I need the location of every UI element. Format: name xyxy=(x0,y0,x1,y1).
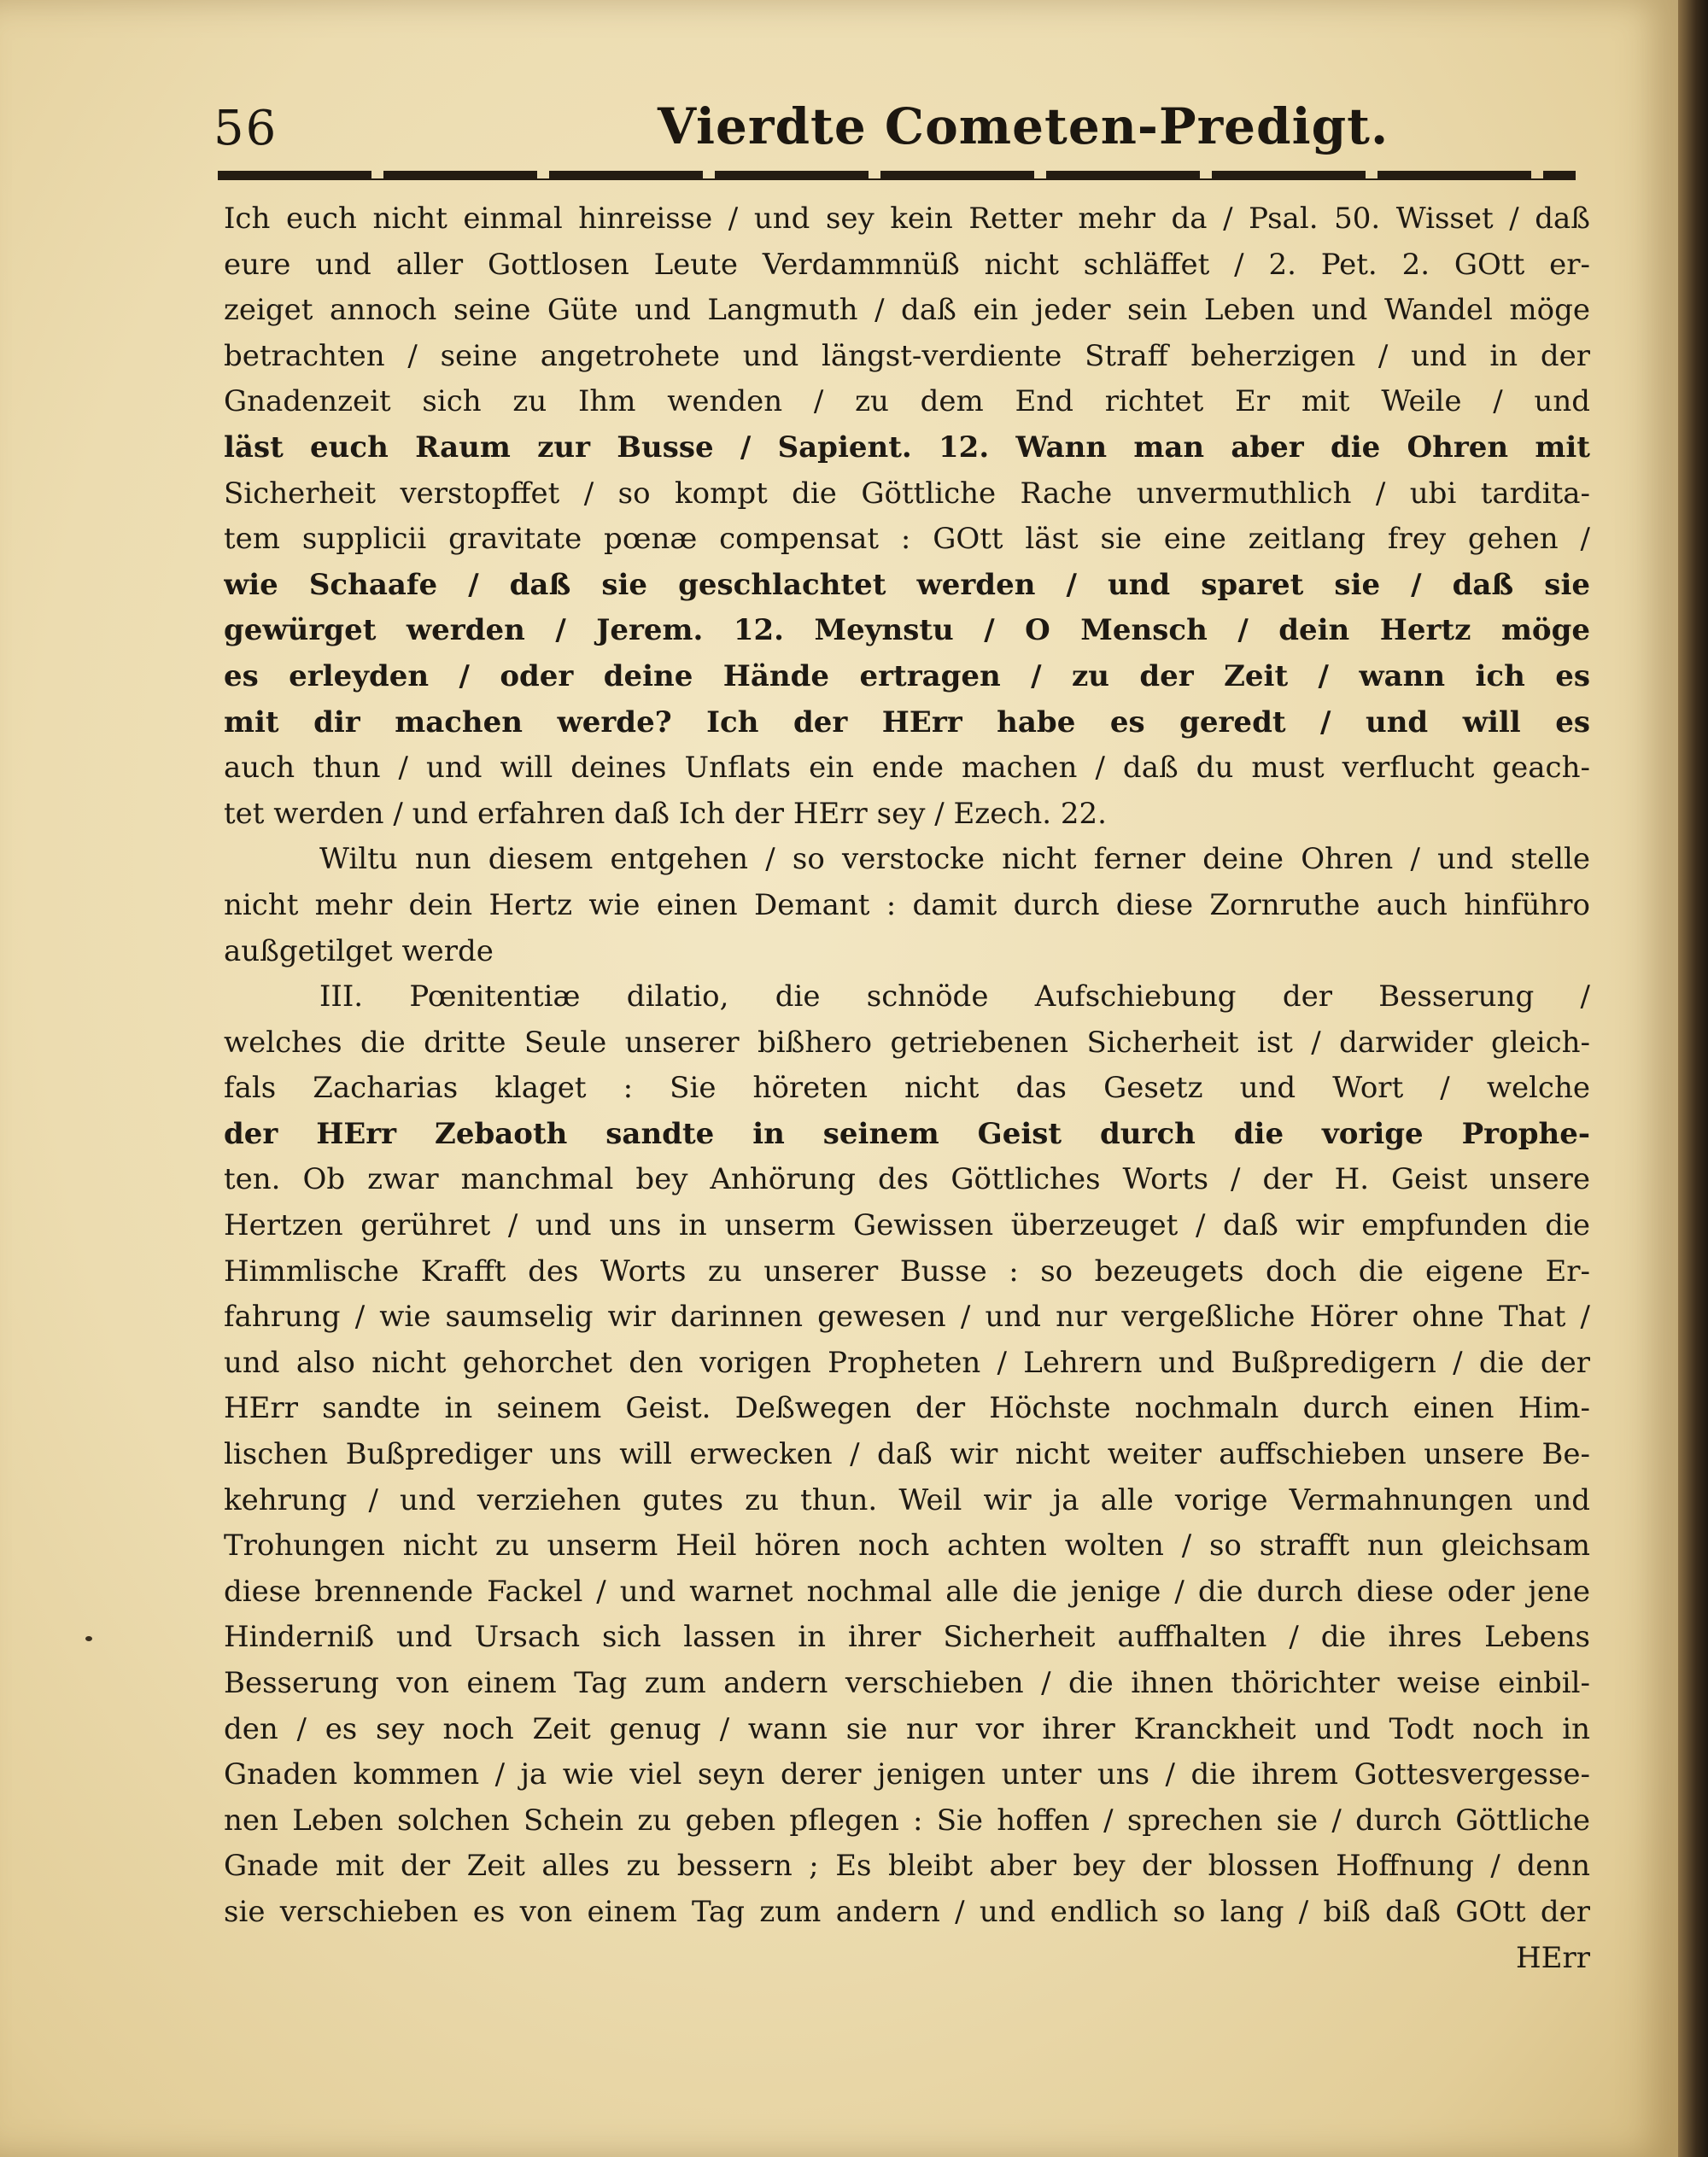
text-line: fals Zacharias klaget : Sie höreten nicht das Gesetz und Wort / welche xyxy=(224,1071,1590,1106)
text-line: Gnaden kommen / ja wie viel seyn derer jenigen unter uns / die ihrem Gottesvergesse- xyxy=(224,1757,1590,1792)
page-number: 56 xyxy=(214,101,278,156)
section-heading-line: III. Pœnitentiæ dilatio, die schnöde Aufschiebung der Besserung / xyxy=(319,979,1590,1014)
text-line: eure und aller Gottlosen Leute Verdammnüß nicht schläffet / 2. Pet. 2. GOtt er- xyxy=(224,247,1590,282)
text-line: Hertzen gerühret / und uns in unserm Gewissen überzeuget / daß wir empfunden die xyxy=(224,1208,1590,1243)
text-line: lischen Bußprediger uns will erwecken / daß wir nicht weiter auffschieben unsere Be- xyxy=(224,1437,1590,1472)
text-line: läst euch Raum zur Busse / Sapient. 12. Wann man aber die Ohren mit xyxy=(224,430,1590,465)
text-line: Ich euch nicht einmal hinreisse / und sey kein Retter mehr da / Psal. 50. Wisset / daß xyxy=(224,202,1590,236)
body-text xyxy=(224,196,1590,1981)
text-line: den / es sey noch Zeit genug / wann sie nur vor ihrer Kranckheit und Todt noch in xyxy=(224,1711,1590,1746)
text-line: HErr sandte in seinem Geist. Deßwegen der Höchste nochmaln durch einen Him- xyxy=(224,1391,1590,1426)
text-line: welches die dritte Seule unserer bißhero getriebenen Sicherheit ist / darwider gleich- xyxy=(224,1025,1590,1060)
text-line: es erleyden / oder deine Hände ertragen / zu der Zeit / wann ich es xyxy=(224,658,1590,693)
running-title: Vierdte Cometen-Predigt. xyxy=(658,97,1389,155)
text-line: tet werden / und erfahren daß Ich der HErr sey / Ezech. 22. xyxy=(224,796,1107,831)
text-line: Gnade mit der Zeit alles zu bessern ; Es bleibt aber bey der blossen Hoffnung / denn xyxy=(224,1849,1590,1884)
text-line: nen Leben solchen Schein zu geben pflegen : Sie hoffen / sprechen sie / durch Göttliche xyxy=(224,1803,1590,1838)
text-line: Besserung von einem Tag zum andern verschieben / die ihnen thörichter weise einbil- xyxy=(224,1666,1590,1700)
text-line: und also nicht gehorchet den vorigen Propheten / Lehrern und Bußpredigern / die der xyxy=(224,1345,1590,1380)
text-line: außgetilget werde xyxy=(224,933,494,968)
text-line: der HErr Zebaoth sandte in seinem Geist durch die vorige Prophe- xyxy=(224,1116,1590,1151)
catchword: HErr xyxy=(1516,1940,1590,1975)
text-line: Wiltu nun diesem entgehen / so verstocke nicht ferner deine Ohren / und stelle xyxy=(319,842,1590,877)
text-line: Hinderniß und Ursach sich lassen in ihrer Sicherheit auffhalten / die ihres Lebens xyxy=(224,1620,1590,1655)
page-header xyxy=(214,96,1580,164)
text-line: Gnadenzeit sich zu Ihm wenden / zu dem End richtet Er mit Weile / und xyxy=(224,384,1590,419)
book-spine-edge xyxy=(1678,0,1708,2157)
text-line: sie verschieben es von einem Tag zum andern / und endlich so lang / biß daß GOtt der xyxy=(224,1894,1590,1929)
text-line: fahrung / wie saumselig wir darinnen gewesen / und nur vergeßliche Hörer ohne That / xyxy=(224,1300,1590,1335)
text-line: kehrung / und verziehen gutes zu thun. Weil wir ja alle vorige Vermahnungen und xyxy=(224,1482,1590,1517)
text-line: betrachten / seine angetrohete und längst-verdiente Straff beherzigen / und in der xyxy=(224,338,1590,373)
text-line: auch thun / und will deines Unflats ein ende machen / daß du must verflucht geach- xyxy=(224,751,1590,786)
text-line: diese brennende Fackel / und warnet nochmal alle die jenige / die durch diese oder jene xyxy=(224,1574,1590,1609)
text-line: Sicherheit verstopffet / so kompt die Göttliche Rache unvermuthlich / ubi tardita- xyxy=(224,476,1590,511)
text-line: wie Schaafe / daß sie geschlachtet werden / und sparet sie / daß sie xyxy=(224,567,1590,602)
text-line: tem supplicii gravitate pœnæ compensat : GOtt läst sie eine zeitlang frey gehen / xyxy=(224,522,1590,557)
text-line: nicht mehr dein Hertz wie einen Demant : damit durch diese Zornruthe auch hinführo xyxy=(224,887,1590,922)
text-line: ten. Ob zwar manchmal bey Anhörung des Göttliches Worts / der H. Geist unsere xyxy=(224,1162,1590,1197)
text-line: zeiget annoch seine Güte und Langmuth / daß ein jeder sein Leben und Wandel möge xyxy=(224,293,1590,328)
text-line: mit dir machen werde? Ich der HErr habe es geredt / und will es xyxy=(224,704,1590,739)
text-line: Trohungen nicht zu unserm Heil hören noch achten wolten / so strafft nun gleichsam xyxy=(224,1529,1590,1564)
header-rule xyxy=(218,171,1576,180)
text-line: gewürget werden / Jerem. 12. Meynstu / O Mensch / dein Hertz möge xyxy=(224,613,1590,648)
ink-speck xyxy=(85,1636,92,1641)
text-line: Himmlische Krafft des Worts zu unserer Busse : so bezeugets doch die eigene Er- xyxy=(224,1254,1590,1289)
